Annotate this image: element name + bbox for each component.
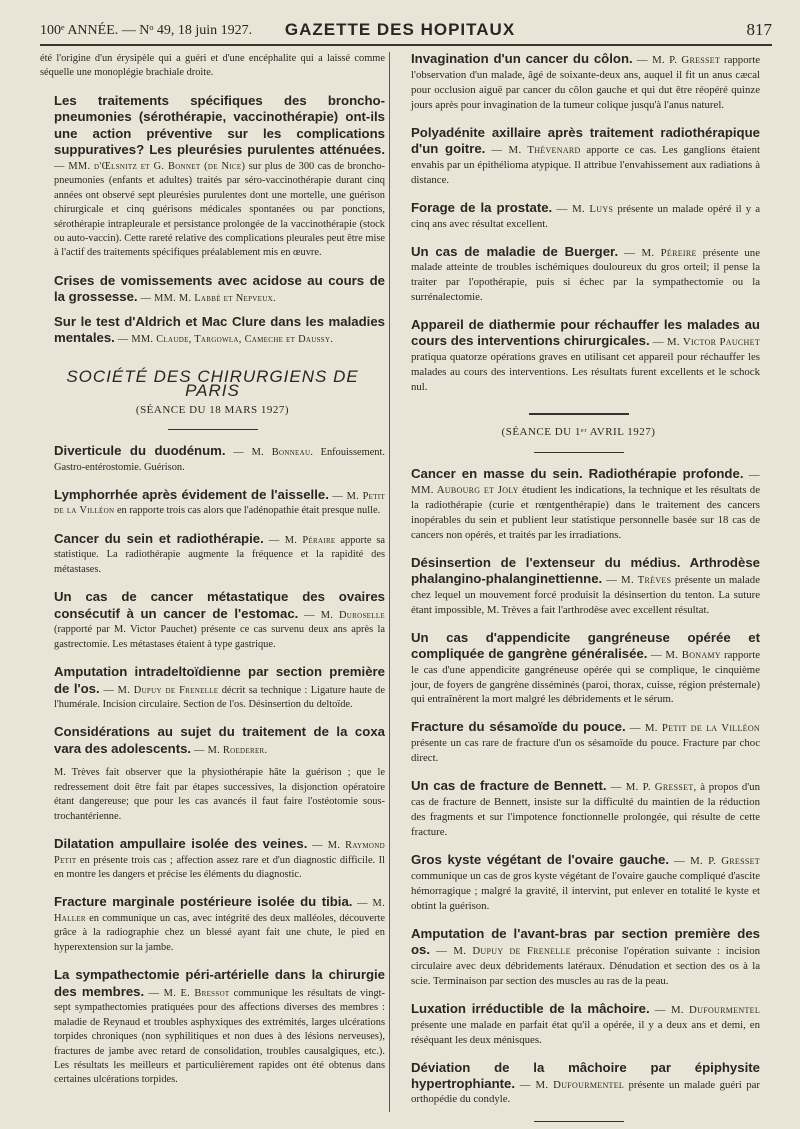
article-vomissements: Crises de vomissements avec acidose au cours de la grossesse. — MM. M. Labbé et Nepveux. xyxy=(54,272,385,305)
article-lymphorrhee: Lymphorrhée après évidement de l'aisselle. — M. Petit de la Villéon en rapporte trois cas alors que l'adénopathie était presque nulle. xyxy=(54,486,386,517)
end-rule xyxy=(534,1121,624,1122)
article-kyste-ovaire: Gros kyste végétant de l'ovaire gauche. — M. P. Gresset communique un cas de gros kyste végétant de l'ovaire gauche compliqué d'ascite hémorragique ; malgré la gravité, il intervint, put enlever en totalité le kyste et obtint la guérison. xyxy=(411,852,760,912)
article-appendicite: Un cas d'appendicite gangréneuse opérée et compliquée de gangrène généralisée. — M. Bonamy rapporte le cas d'une appendicite gangréneuse opérée qui se complique, le cinquième jour, de foyers de gangrène disséminés (paroi, thorax, cuisse, région présternale) qui entraînèrent la mort malgré les débridements et le sérum. xyxy=(411,629,760,706)
article-amputation-deltoide: Amputation intradeltoïdienne par section première de l'os. — M. Dupuy de Frenelle décrit sa technique : Ligature haute de l'humérale. Incision circulaire. Section de l'os. Désinsertion du deltoïde. xyxy=(54,664,385,710)
article-ovaires: Un cas de cancer métastatique des ovaires consécutif à un cancer de l'estomac. — M. Duroselle (rapporté par M. Victor Pauchet) présente ce cas survenu deux ans après la gastrectomie. Les métastases étaient à type gastrique. xyxy=(54,589,385,650)
article-duodenum: Diverticule du duodénum. — M. Bonneau. Enfouissement. Gastro-entérostomie. Guérison. xyxy=(54,443,385,473)
article-dilatation: Dilatation ampullaire isolée des veines. — M. Raymond Petit en présente trois cas ; affection assez rare et d'un diagnostic difficile. Il en montre les dangers et précise les éléments du diagnostic. xyxy=(54,836,385,881)
article-luxation-machoire: Luxation irréductible de la mâchoire. — M. Dufourmentel présente une malade en parfait état qu'il a opérée, il y a deux ans et demi, en réséquant les deux ménisques. xyxy=(411,1000,761,1046)
seance-date: (SÉANCE DU 18 MARS 1927) xyxy=(135,403,290,416)
article-tibia: Fracture marginale postérieure isolée du tibia. — M. Haller en communique un cas, avec intégrité des deux malléoles, découverte grâce à la radiographie chez un blessé ayant fait une chute, le pied en hyperextension sur la jambe. xyxy=(54,894,385,953)
article-bennett: Un cas de fracture de Bennett. — M. P. Gresset, à propos d'un cas de fracture de Bennett, insiste sur la difficulté du maintien de la réduction des fragments et sur l'impotence fonctionnelle prolongée, qui résulte de cette fracture. xyxy=(411,778,760,839)
article-sympathectomie: La sympathectomie péri-artérielle dans la chirurgie des membres. — M. E. Bressot communique les résultats de vingt-sept sympathectomies pratiquées pour des affections diverses des membres : maladie de Reynaud et troubles asphyxiques des extrémités, larges ulcérations torpides chroniques (non syphilitiques et non dues à des lésions nerveuses), fractures de jambe avec retard de consolidation, troubles causalgiques, etc.). Les résultats les meilleurs et particulièrement rapides ont été obtenus dans certaines ulcérations torpides. xyxy=(54,967,385,1086)
section-title: SOCIÉTÉ DES CHIRURGIENS DE PARIS xyxy=(66,366,359,401)
article-sesamoide: Fracture du sésamoïde du pouce. — M. Petit de la Villéon présente un cas rare de fracture d'un os sésamoïde du pouce. Fracture par choc direct. xyxy=(411,719,760,765)
coxa-vara-comment: M. Trèves fait observer que la physiothérapie hâte la guérison ; que le redressement doit être fait par étapes successives, la disjonction opératoire étant dangereuse; que pour les cas avancés il faut faire l'ostéotomie sous-trochantérienne. xyxy=(54,767,385,822)
article-deviation-machoire: Déviation de la mâchoire par épiphysite hypertrophiante. — M. Dufourmentel présente un malade guéri par orthopédie du condyle. xyxy=(411,1059,760,1106)
article-coxa-vara: Considérations au sujet du traitement de la coxa vara des adolescents. — M. Roederer. xyxy=(54,724,385,756)
section-rule xyxy=(534,452,624,453)
header-rule xyxy=(40,44,772,46)
right-column xyxy=(397,52,760,1122)
left-column xyxy=(40,52,385,1101)
article-medius: Désinsertion de l'extenseur du médius. Arthrodèse phalangino-phalanginettienne. — M. Trèves présente un malade chez lequel un mouvement forcé produisit la désinsertion du tenton. La suture étant impossible, M. Trèves a fait l'arthrodèse avec excellent résultat. xyxy=(411,554,760,616)
page-header xyxy=(0,0,800,48)
article-diathermie: Appareil de diathermie pour réchauffer les malades au cours des interventions chirurgicales. — M. Victor Pauchet pratiqua quatorze opérations graves en utilisant cet appareil pour réchauffer les malades au cours des interventions. Les résultats furent excellents et le schock nul. xyxy=(411,317,761,394)
article-buerger: Un cas de maladie de Buerger. — M. Péreire présente une malade atteinte de troubles ischémiques douloureux du gros orteil; il pense la traiter par l'opothérapie, puis si échec par la sympathectomie ou la surrénalectomie. xyxy=(411,243,760,304)
article-bronchopneumonies: Les traitements spécifiques des broncho-pneumonies (sérothérapie, vaccinothérapie) ont-ils une action préventive sur les complications suppuratives? Les pleurésies purulentes atténuées. — MM. d'Œlsnitz et G. Bonnet (de Nice) sur plus de 300 cas de broncho-pneumonies (enfants et adultes) traités par séro-vaccinothérapie durant cinq années ont observé sept pleurésies purulentes dont une mortelle, une guérison chirurgicale et cinq guérisons médicales spontanées ou par ponctions, sérothérapie intrapleurale et persistance prolongée de la vaccinothérapie (stock ou auto-vaccin). Cette rareté relative des complications pleurales peut être mise à l'actif des traitements spécifiques préalablement mis en œuvre. xyxy=(54,92,385,259)
article-aldrich: Sur le test d'Aldrich et Mac Clure dans les maladies mentales. — MM. Claude, Targowla, Cameche et Daussy. xyxy=(54,313,385,346)
article-invagination: Invagination d'un cancer du côlon. — M. P. Gresset rapporte l'observation d'un malade, âgé de soixante-deux ans, auquel il fit un anus cæcal pour occlusion aiguë par cancer du côlon gauche et qui dut être réopéré quinze jours après pour invagination de la tumeur colique jusqu'à l'anus naturel. xyxy=(411,51,760,111)
section-rule xyxy=(168,429,258,430)
article-polyadenite: Polyadénite axillaire après traitement radiothérapique d'un goitre. — M. Thévenard apporte ce cas. Les ganglions étaient envahis par un épithélioma atypique. Il attribue l'envahissement aux radiations à distance. xyxy=(411,124,760,186)
intro-paragraph: été l'origine d'un érysipèle qui a guéri et d'une encéphalite qui a laissé comme séquelle une monoplégie brachiale droite. xyxy=(40,53,385,79)
page-number: 817 xyxy=(746,20,772,39)
seance-date: (SÉANCE DU 1ᵉʳ AVRIL 1927) xyxy=(501,426,656,439)
column-divider xyxy=(389,52,390,1112)
issue-info: 100ᵉ ANNÉE. — Nᵒ 49, 18 juin 1927. xyxy=(40,23,253,38)
article-avant-bras: Amputation de l'avant-bras par section première des os. — M. Dupuy de Frenelle préconise l'opération suivante : incision circulaire avec deux débridements latéraux. Dénudation et section des os à la scie. Terminaison par section des muscles au ras de la peau. xyxy=(411,925,760,987)
article-cancer-sein: Cancer du sein et radiothérapie. — M. Péraire apporte sa statistique. La radiothérapie augmente la fréquence et la rapidité des métastases. xyxy=(54,530,385,575)
article-prostate: Forage de la prostate. — M. Luys présente un malade opéré il y a cinq ans avec résultat excellent. xyxy=(411,199,760,230)
journal-title: GAZETTE DES HOPITAUX xyxy=(284,20,516,39)
article-cancer-masse-sein: Cancer en masse du sein. Radiothérapie profonde. — MM. Aubourg et Joly étudient les indications, la technique et les résultats de la radiothérapie (curie et rœntgenthérapie) dans le traitement des cancers inopérables du sein et publient leur statistique personnelle basée sur 18 cas de cancers non opérés, et traités par les irradiations. xyxy=(411,466,760,541)
section-rule xyxy=(529,413,629,415)
